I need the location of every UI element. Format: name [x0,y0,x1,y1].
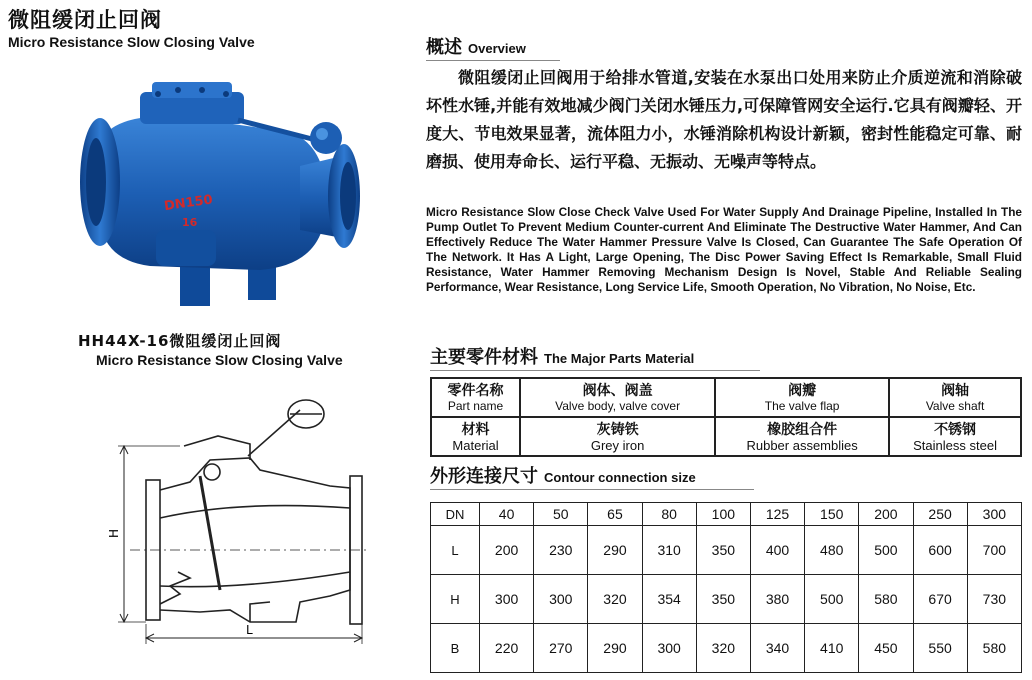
overview-heading-en: Overview [468,41,526,56]
table-cell [520,378,715,417]
table-cell [715,378,889,417]
table-cell: 700 [967,526,1021,575]
dn-header-row [431,503,1022,526]
table-cell: 230 [534,526,588,575]
column-header: 200 [859,503,913,526]
table-cell: 400 [750,526,804,575]
table-cell: 310 [642,526,696,575]
table-cell: 410 [805,624,859,673]
valve-body-mark-pressure: 16 [182,216,198,229]
table-row [431,575,1022,624]
table-cell: 450 [859,624,913,673]
overview-heading-cn: 概述 [426,37,462,58]
page-subtitle: Micro Resistance Slow Closing Valve [8,34,255,50]
product-caption-en: Micro Resistance Slow Closing Valve [96,352,343,368]
cell-cn: 灰铸铁 [596,420,639,437]
row-header: H [431,575,480,624]
cell-cn: 阀轴 [941,381,970,398]
column-header: DN [431,503,480,526]
column-header: 100 [696,503,750,526]
row-header: B [431,624,480,673]
cell-en: Rubber assemblies [746,437,858,453]
table-cell: 730 [967,575,1021,624]
table-cell: 290 [588,624,642,673]
table-cell: 670 [913,575,967,624]
table-cell: 500 [805,575,859,624]
overview-text-en: Micro Resistance Slow Close Check Valve Used For Water Supply And Drainage Pipeline, Installed In The Pump Outlet To Prevent Medium Counter-current And Eliminate The Destructive Water Hammer, And Can Effectively Reduce The Water Hammer Pressure Valve Is Closed, Can Guarantee The Safe Operation Of The Network. It Has A Light, Large Opening, The Disc Power Saving Effect Is Remarkable, Small Fluid Resistance, Water Hammer Removing Mechanism Design Is Novel, Stable And Reliable Sealing Performance, Wear Resistance, Long Service Life, Smooth Operation, No Vibration, No Noise, Etc. [426,205,1022,294]
table-cell: 320 [588,575,642,624]
table-cell: 580 [967,624,1021,673]
table-row [431,624,1022,673]
cell-en: Part name [447,398,504,413]
table-cell [431,378,520,417]
cell-en: Stainless steel [913,437,997,453]
column-header: 65 [588,503,642,526]
parts-material-row [431,417,1021,456]
table-cell: 550 [913,624,967,673]
contour-heading [430,462,754,490]
table-cell [431,417,520,456]
table-cell: 350 [696,575,750,624]
product-model-caption: HH44X-16微阻缓闭止回阀 [78,332,282,350]
cell-en: The valve flap [764,398,840,413]
cell-en: Grey iron [590,437,645,453]
column-header: 50 [534,503,588,526]
table-cell: 220 [480,624,534,673]
cell-cn: 不锈钢 [934,420,977,437]
valve-photo [60,70,380,320]
table-cell: 340 [750,624,804,673]
table-cell [715,417,889,456]
parts-heading [430,343,760,371]
table-cell: 350 [696,526,750,575]
parts-heading-en: The Major Parts Material [544,351,695,366]
parts-material-table [430,377,1022,457]
column-header: 250 [913,503,967,526]
table-row [431,526,1022,575]
parts-heading-cn: 主要零件材料 [430,347,538,368]
cell-cn: 阀体、阀盖 [582,381,653,398]
cell-cn: 零件名称 [447,381,504,398]
column-header: 150 [805,503,859,526]
table-cell: 500 [859,526,913,575]
table-cell: 354 [642,575,696,624]
table-cell: 200 [480,526,534,575]
table-cell: 300 [480,575,534,624]
page-title: 微阻缓闭止回阀 [8,8,162,32]
table-cell: 270 [534,624,588,673]
cell-en: Valve shaft [925,398,985,413]
cell-en: Material [452,437,499,453]
dimension-l-label: L [246,623,253,637]
contour-heading-en: Contour connection size [544,470,696,485]
contour-size-table [430,502,1022,673]
column-header: 300 [967,503,1021,526]
contour-heading-cn: 外形连接尺寸 [430,466,538,487]
column-header: 80 [642,503,696,526]
table-cell: 480 [805,526,859,575]
table-cell: 300 [534,575,588,624]
table-cell: 300 [642,624,696,673]
table-cell: 580 [859,575,913,624]
table-cell: 290 [588,526,642,575]
cell-cn: 材料 [461,420,490,437]
table-cell: 380 [750,575,804,624]
table-cell [520,417,715,456]
valve-body-mark-dn: DN150 [163,192,214,215]
cell-cn: 阀瓣 [788,381,817,398]
cell-en: Valve body, valve cover [555,398,681,413]
parts-name-row [431,378,1021,417]
table-cell [889,378,1021,417]
table-cell: 320 [696,624,750,673]
column-header: 125 [750,503,804,526]
dimension-h-label: H [107,528,121,538]
row-header: L [431,526,480,575]
overview-heading [426,33,560,61]
technical-drawing [100,390,380,660]
table-cell [889,417,1021,456]
column-header: 40 [480,503,534,526]
overview-text-cn: 微阻缓闭止回阀用于给排水管道,安装在水泵出口处用来防止介质逆流和消除破坏性水锤,并能有效地减少阀门关闭水锤压力,可保障管网安全运行.它具有阀瓣轻、开度大、节电效果显著，流体阻力小，水锤消除机构设计新颖，密封性能稳定可靠、耐磨损、使用寿命长、运行平稳、无振动、无噪声等特点。 [426,68,1022,171]
table-cell: 600 [913,526,967,575]
cell-cn: 橡胶组合件 [767,420,838,437]
